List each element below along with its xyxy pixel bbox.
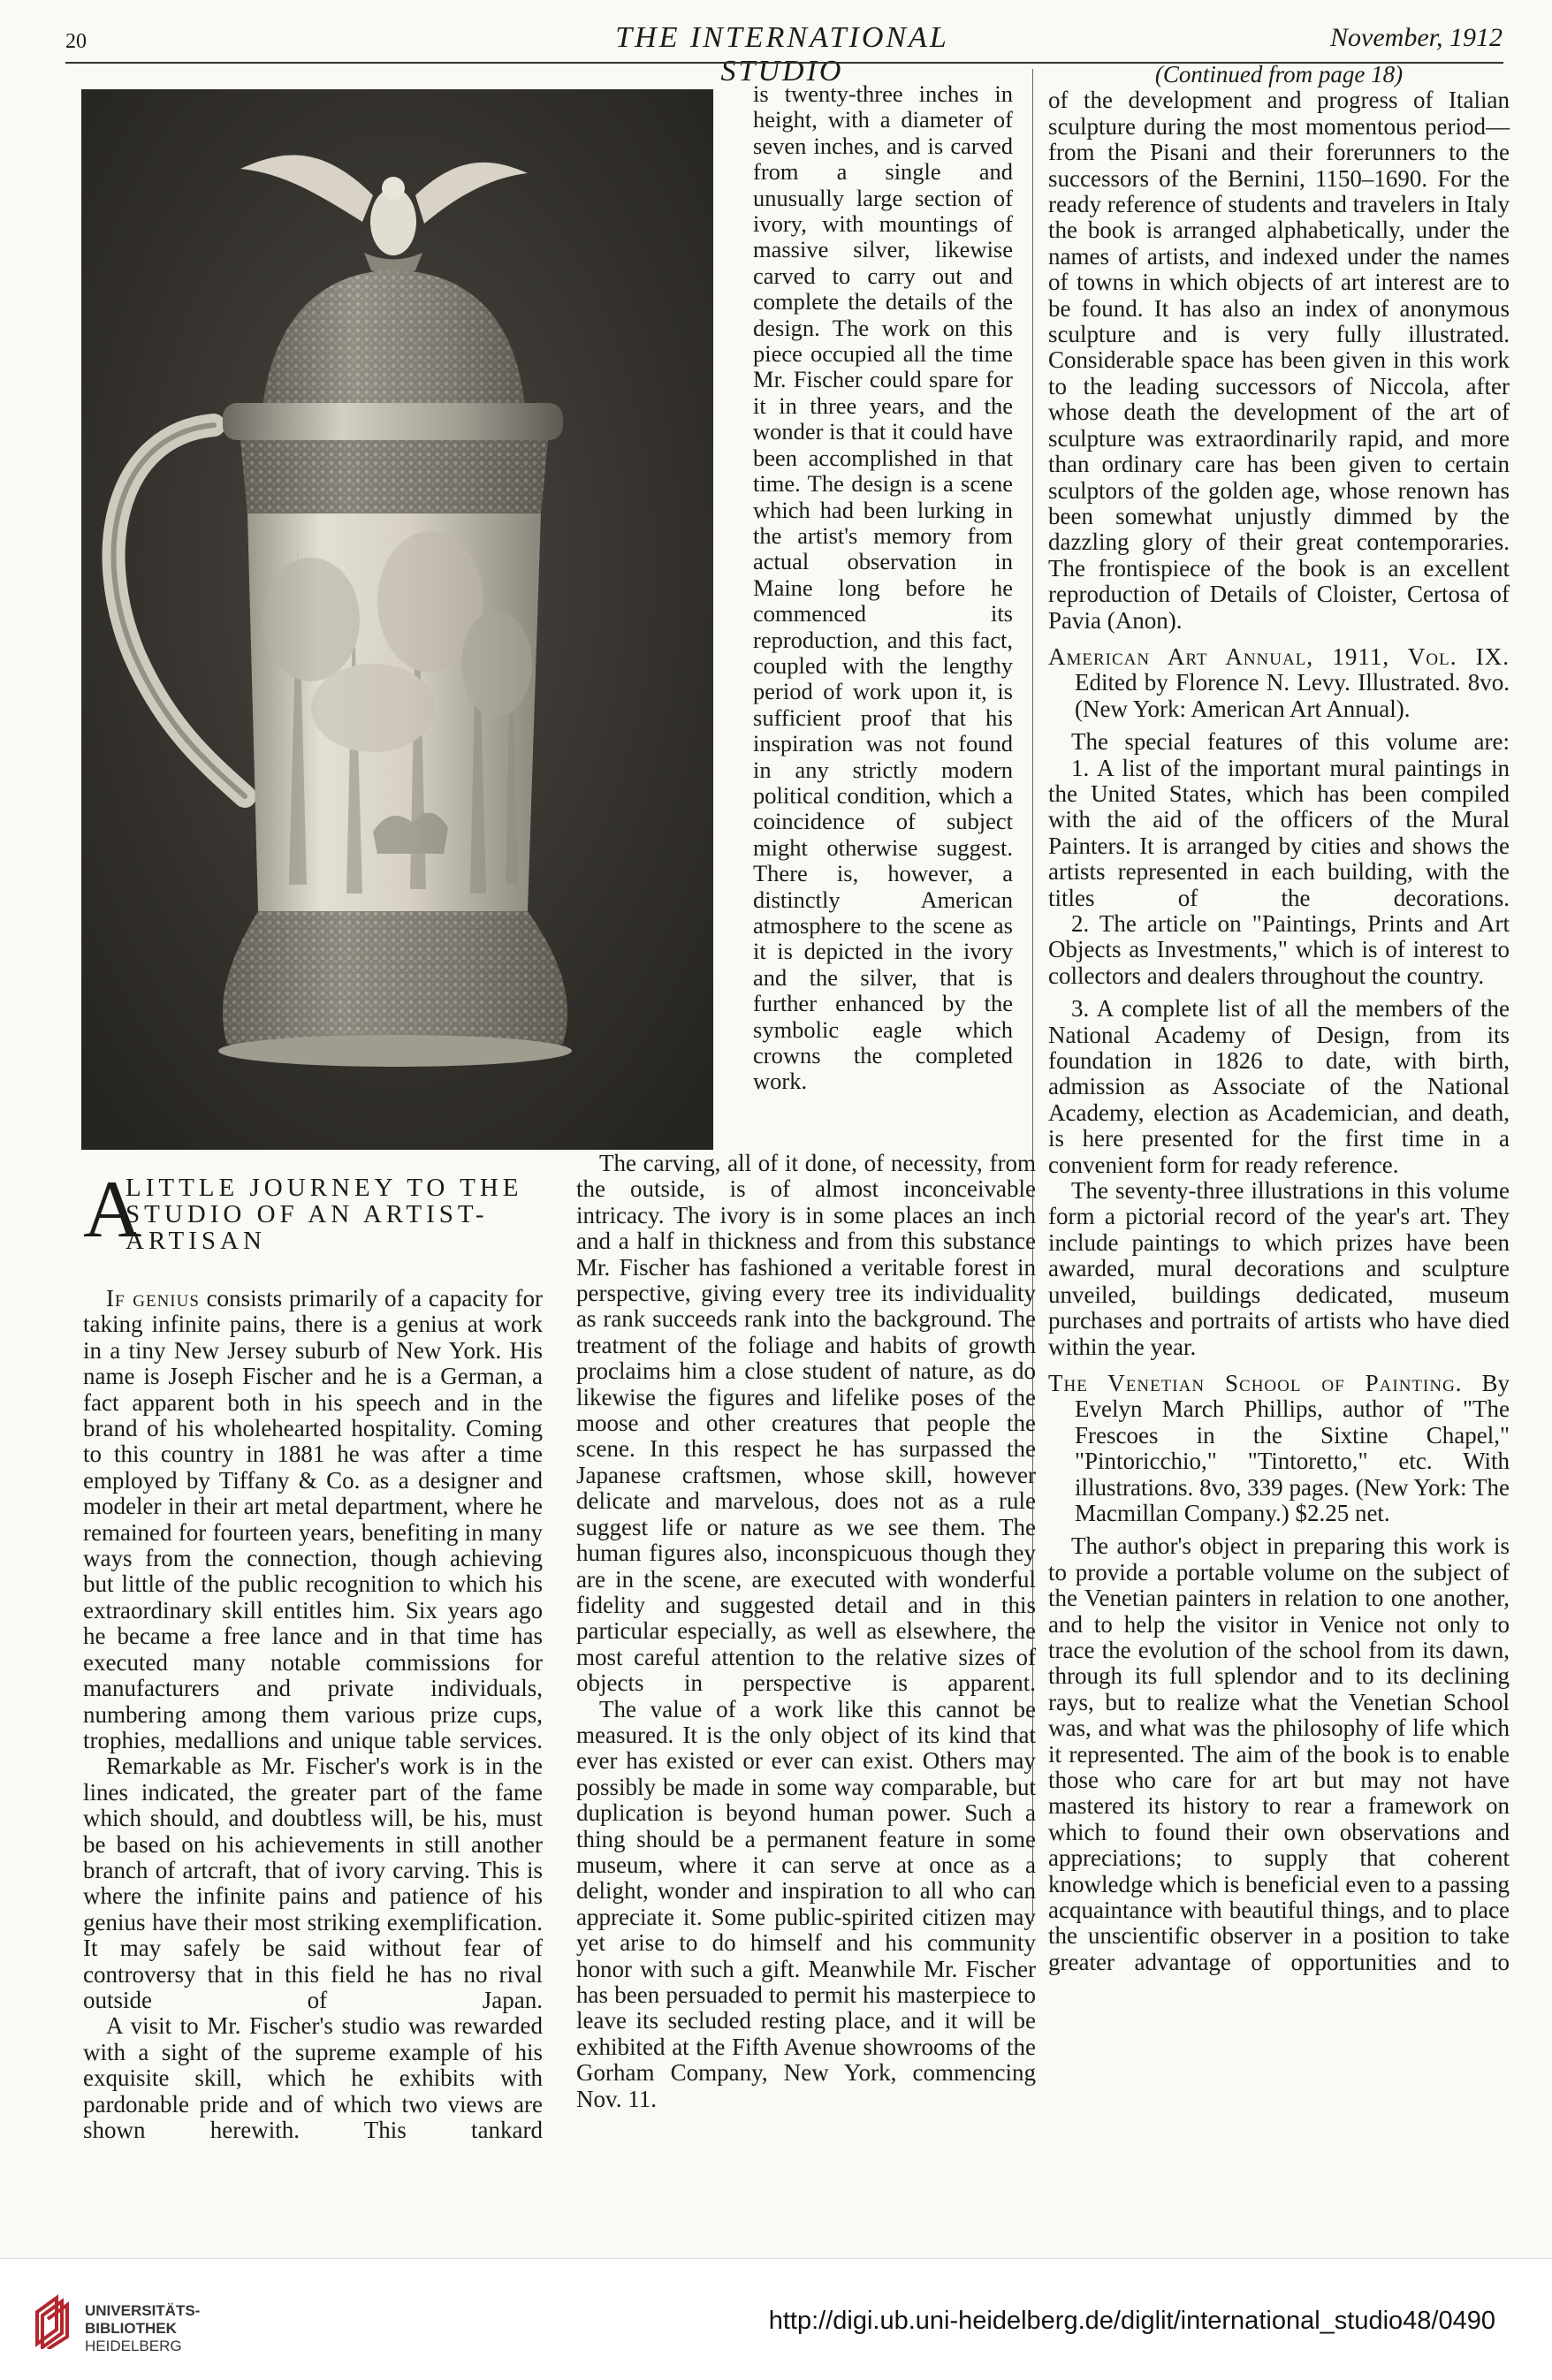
page-number: 20 [65, 30, 87, 53]
paragraph: A visit to Mr. Fischer's studio was rewarded with a sight of the supreme example of his exquisite skill, which he exhibits with pardonable pride and of which two views are shown herewith. This tankard [83, 2012, 543, 2143]
list-item: 1. A list of the important mural paintings in the United States, which has been compiled with the aid of the officers of the Mural Painters. It is arranged by cities and shows the artists represented in each building, with the titles of the decorations. [1048, 754, 1510, 911]
title-line-2: STUDIO OF AN ARTIST- [126, 1200, 489, 1228]
reviews-column [1048, 62, 1510, 1975]
paragraph: The seventy-three illustrations in this volume form a pictorial record of the year's art. They include paintings to which prizes have been awarded, mural decorations and sculpture unveiled, buildings dedicated, museum purchases and portraits of artists who have died within the year. [1048, 1177, 1510, 1360]
lead-smallcaps: If genius [106, 1285, 200, 1312]
library-footer [0, 2258, 1552, 2380]
tankard-photograph [81, 89, 713, 1150]
list-item: 2. The article on "Paintings, Prints and Art Objects as Investments," which is of interest to collectors and dealers throughout the country. [1048, 910, 1510, 989]
library-name: UNIVERSITÄTS- BIBLIOTHEK HEIDELBERG [85, 2302, 201, 2354]
column-2-top [753, 81, 1013, 1095]
article-title [83, 1164, 543, 1271]
title-line-3: ARTISAN [126, 1227, 266, 1255]
paragraph: If genius consists primarily of a capacity for taking infinite pains, there is a genius at work in a tiny New Jersey suburb of New York. His name is Joseph Fischer and he is a German, a fact apparent both in his speech and in the brand of his wholehearted hospitality. Coming to this country in 1881 he was after a time employed by Tiffany & Co. as a designer and modeler in their art metal department, where he remained for fourteen years, benefiting in many ways from the connection, though achieving but little of the public recognition to which his extraordinary skill entitles him. Six years ago he became a free lance and in that time has executed many notable commissions for manufacturers and private individuals, numbering among them various prize cups, trophies, medallions and unique table services. [83, 1285, 543, 1753]
paragraph: The special features of this volume are: [1071, 728, 1510, 756]
continued-note: (Continued from page 18) [1154, 61, 1404, 87]
review-heading: American Art Annual, 1911, Vol. IX. Edited by Florence N. Levy. Illustrated. 8vo. (New York: American Art Annual). [1048, 643, 1510, 722]
paragraph: is twenty-three inches in height, with a diameter of seven inches, and is carved from a single and unusually large section of ivory, with mountings of massive silver, likewise carved to carry out and complete the details of the design. The work on this piece occupied all the time Mr. Fischer could spare for it in three years, and the wonder is that it could have been accomplished in that time. The design is a scene which had been lurking in the artist's memory from actual observation in Maine long before he commenced its reproduction, and this fact, coupled with the lengthy period of work upon it, is sufficient proof that his inspiration was not found in any strictly modern political condition, which a coincidence of subject might otherwise suggest. There is, however, a distinctly American atmosphere to the scene as it is depicted in the ivory and the silver, that is further enhanced by the symbolic eagle which crowns the completed work. [753, 80, 1013, 1095]
paragraph: The author's object in preparing this work is to provide a portable volume on the subject of the Venetian painters in relation to one another, and to help the visitor in Venice not only to trace the evolution of the school from its dawn, through its full splendor and to its declining rays, but to realize what the Venetian School was, and what was the philosophy of life which it represented. The aim of the book is to enable those who care for art but may not have mastered its history to rear a framework on which to found their own observations and appreciations; to supply that coherent knowledge which is beneficial even to a passing acquaintance with beautiful things, and to place the unscientific observer in a position to take greater advantage of opportunities and to [1048, 1532, 1510, 1975]
lid-rim [223, 403, 563, 440]
library-logo-icon [30, 2294, 74, 2349]
list-item: 3. A complete list of all the members of the National Academy of Design, from its foundation in 1826 to date, with birth, admission as Associate of the National Academy, election as Academician, and death, is here presented for the first time in a convenient form for ready reference. [1048, 995, 1510, 1178]
review-heading: The Venetian School of Painting. By Evelyn March Phillips, author of "The Frescoes in the Sixtine Chapel," "Pintoricchio," "Tintoretto," etc. With illustrations. 8vo, 339 pages. (New York: The Macmillan Company.) $2.25 net. [1048, 1369, 1510, 1526]
issue-date: November, 1912 [1330, 23, 1503, 52]
paragraph: The carving, all of it done, of necessity, from the outside, is of almost inconceivable intricacy. The ivory is in some places an inch and a half in thickness and from this substance Mr. Fischer has fashioned a veritable forest in perspective, giving every tree its individuality as rank succeeds rank into the background. The treatment of the foliage and habits of growth proclaims him a close student of nature, as do likewise the figures and lifelike poses of the moose and other creatures that people the scene. In this respect he has surpassed the Japanese craftsmen, whose skill, however delicate and marvelous, does not as a rule suggest life or nature as we see them. The human figures also, inconspicuous though they are in the scene, are executed with wonderful fidelity and suggested detail and in this particular especially, as well as elsewhere, the most careful attention to the relative sizes of objects in perspective is apparent. [576, 1150, 1036, 1697]
title-line-1: LITTLE JOURNEY TO THE [126, 1174, 523, 1202]
paragraph: of the development and progress of Italian sculpture during the most momentous period—from the Pisani and their forerunners to the successors of the Bernini, 1150–1690. For the ready reference of students and travelers in Italy the book is arranged alphabetically, under the names of artists, and indexed under the names of towns in which objects of art interest are to be found. It has also an index of anonymous sculpture and is very fully illustrated. Considerable space has been given in this work to the leading successors of Niccola, after whose death the development of the art of sculpture was extraordinarily rapid, and more than ordinary care has been given to certain sculptors of the golden age, whose renown has been somewhat unjustly dimmed by the dazzling glory of their great contemporaries. The frontispiece of the book is an excellent reproduction of Details of Cloister, Certosa of Pavia (Anon). [1048, 87, 1510, 634]
title-dropcap: A [83, 1164, 142, 1254]
source-url-link[interactable]: http://digi.ub.uni-heidelberg.de/diglit/international_studio48/0490 [768, 2307, 1495, 2335]
article-column-2 [576, 1151, 1036, 2112]
article-column-1 [83, 1286, 543, 2143]
running-title: THE INTERNATIONAL STUDIO [615, 21, 949, 87]
tankard-illustration [81, 89, 713, 1150]
paragraph: The value of a work like this cannot be measured. It is the only object of its kind that ever has existed or ever can exist. Others may possibly be made in some way comparable, but duplication is beyond human power. Such a thing should be a permanent feature in some museum, where it can serve at once as a delight, wonder and inspiration to all who can appreciate it. Some public-spirited citizen may yet arise to do himself and his community honor with such a gift. Meanwhile Mr. Fischer has been persuaded to permit his masterpiece to leave its secluded resting place, and it will be exhibited at the Fifth Avenue showrooms of the Gorham Company, New York, commencing Nov. 11. [576, 1695, 1036, 2112]
paragraph: Remarkable as Mr. Fischer's work is in the lines indicated, the greater part of the fame which should, and doubtless will, be his, must be based on his achievements in still another branch of artcraft, that of ivory carving. This is where the infinite pains and patience of his genius have their most striking exemplification. It may safely be said without fear of controversy that in this field he has no rival outside of Japan. [83, 1753, 543, 2013]
